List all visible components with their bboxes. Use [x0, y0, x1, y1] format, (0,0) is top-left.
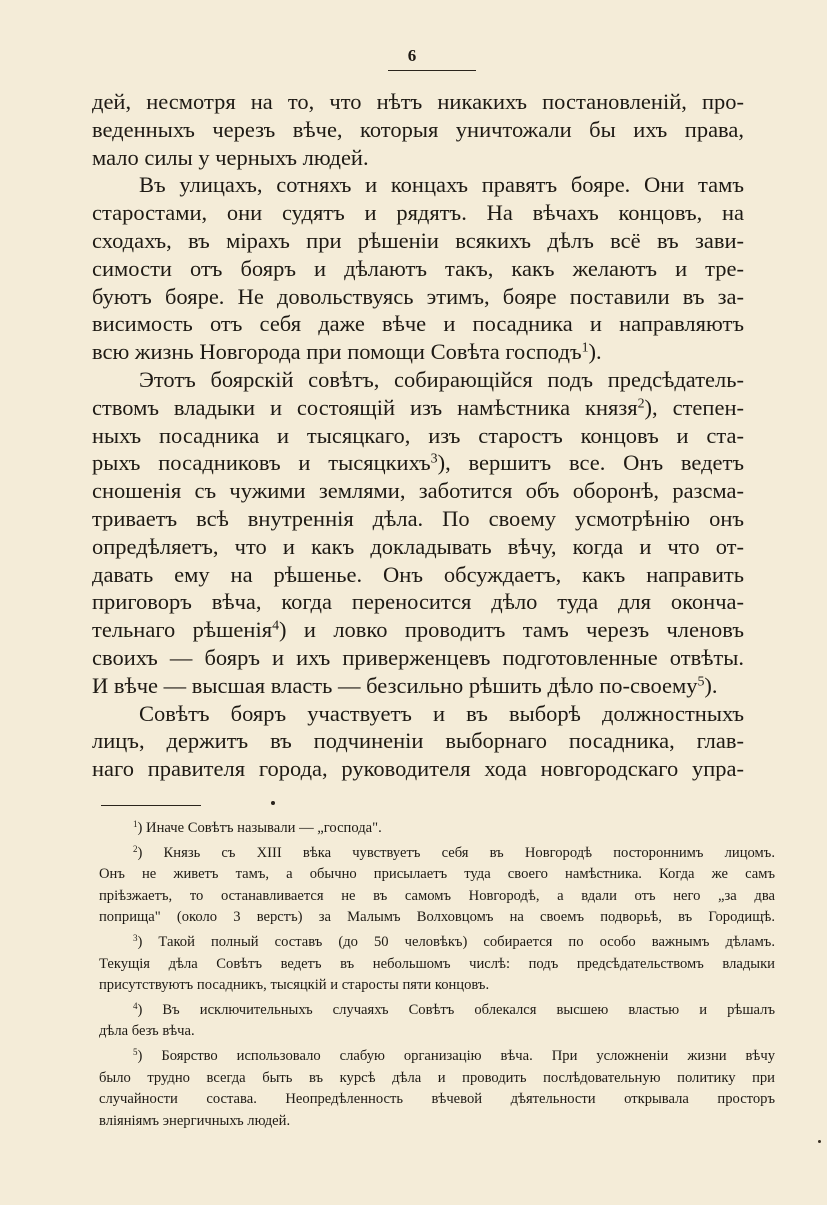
- footnote-rule: [101, 805, 201, 806]
- text-line: наго правителя города, руководителя хода новгородскаго упра-: [92, 756, 744, 782]
- text-segment: И вѣче — высшая власть — безсильно рѣшить дѣло по-своему: [92, 672, 698, 698]
- text-line: ныхъ посадника и тысяцкаго, изъ старостъ концовъ и ста-: [92, 422, 744, 448]
- footnote-number: 5: [133, 1046, 138, 1057]
- text-segment: ствомъ владыки и состоящій изъ намѣстника князя: [92, 394, 638, 420]
- text-line: дей, несмотря на то, что нѣтъ никакихъ постановленій, про-: [92, 89, 744, 114]
- footnote-text: ) Князь съ XIII вѣка чувствуетъ себя въ Новгородѣ постороннимъ лицомъ.: [137, 844, 775, 861]
- text-line: старостами, они судятъ и рядятъ. На вѣчахъ концовъ, на: [92, 200, 744, 226]
- footnote-text: ) Въ исключительныхъ случаяхъ Совѣтъ облекался высшею властью и рѣшалъ: [137, 1001, 775, 1018]
- text-line: лицъ, держитъ въ подчиненіи выборнаго посадника, глав-: [92, 728, 744, 754]
- text-line: висимость отъ себя даже вѣче и посадника и направляютъ: [92, 311, 744, 337]
- footnotes: [99, 818, 775, 1132]
- text-line: Въ улицахъ, сотняхъ и концахъ правятъ бояре. Они тамъ: [139, 172, 744, 198]
- footnote-line: [99, 818, 775, 840]
- footnote-line: [99, 843, 775, 865]
- footnote-text: ) Такой полный составъ (до 50 человѣкъ) собирается по особо важнымъ дѣламъ.: [137, 933, 775, 950]
- footnote-ref: 5: [697, 674, 705, 690]
- footnote-line: вліяніямъ энергичныхъ людей.: [99, 1112, 291, 1129]
- text-segment: рыхъ посадниковъ и тысяцкихъ: [92, 450, 431, 476]
- text-line: буютъ бояре. Не довольствуясь этимъ, бояре поставили въ за-: [92, 283, 744, 309]
- footnote-ref: 3: [430, 451, 438, 467]
- footnote-line: дѣла безъ вѣча.: [99, 1023, 195, 1040]
- text-line: симости отъ бояръ и дѣлаютъ такъ, какъ желаютъ и тре-: [92, 255, 744, 281]
- footnote-number: 2: [133, 843, 138, 854]
- text-segment: ) и ловко проводитъ тамъ черезъ членовъ: [279, 617, 744, 643]
- footnote-line: Онъ не живетъ тамъ, а обычно присылаетъ туда своего намѣстника. Когда же самъ: [99, 866, 775, 883]
- text-line: Совѣтъ бояръ участвуетъ и въ выборѣ должностныхъ: [139, 700, 744, 726]
- footnote-line: присутствуютъ посадникъ, тысяцкій и старосты пяти концовъ.: [99, 977, 490, 994]
- text-line: [92, 449, 744, 477]
- footnote-text: ) Боярство использовало слабую организацію вѣча. При усложненіи жизни вѣчу: [137, 1047, 775, 1064]
- footnote-number: 4: [133, 1000, 138, 1011]
- text-line: [92, 616, 744, 644]
- text-line: сходахъ, въ мірахъ при рѣшеніи всякихъ дѣлъ всё въ зави-: [92, 227, 744, 253]
- text-line: давать ему на рѣшенье. Онъ обсуждаетъ, какъ направить: [92, 561, 744, 587]
- footnote-line: Текущія дѣла Совѣтъ ведетъ въ небольшомъ числѣ: подъ предсѣдательствомъ владыки: [99, 955, 775, 972]
- text-segment: всю жизнь Новгорода при помощи Совѣта господъ: [92, 339, 582, 365]
- footnote-line: [99, 932, 775, 954]
- text-line: приговоръ вѣча, когда переносится дѣло туда для оконча-: [92, 589, 744, 615]
- footnote-line: пріѣзжаетъ, то останавливается не въ самомъ Новгородѣ, а вдали отъ него „за два: [99, 887, 775, 904]
- footnote-number: 3: [133, 933, 138, 943]
- footnote-number: 1: [133, 819, 138, 830]
- footnote-ref: 4: [272, 618, 280, 634]
- footnote-text: ) Иначе Совѣтъ называли — „господа".: [137, 820, 382, 836]
- text-line: [92, 672, 744, 700]
- footnote-line: было трудно всегда быть въ курсѣ дѣла и проводить послѣдовательную политику при: [99, 1069, 775, 1086]
- footnote-line: случайности состава. Неопредѣленность вѣчевой дѣятельности открывала просторъ: [99, 1091, 775, 1108]
- text-line: сношенія съ чужими землями, заботится объ оборонѣ, разсма-: [92, 478, 744, 504]
- text-line: [92, 394, 744, 422]
- footnote-line: поприща" (около 3 верстъ) за Малымъ Волховцомъ на своемъ подворьѣ, въ Городищѣ.: [99, 909, 775, 926]
- text-line: мало силы у черныхъ людей.: [92, 144, 369, 170]
- page-number: 6: [407, 46, 417, 65]
- text-segment: ), вершитъ все. Онъ ведетъ: [437, 450, 744, 476]
- footnote-ref: 1: [581, 340, 589, 356]
- footnote-ref: 2: [637, 396, 645, 412]
- main-text: [92, 88, 744, 783]
- footnote-line: [99, 1046, 775, 1068]
- header-rule: [388, 70, 476, 71]
- text-line: опредѣляетъ, что и какъ докладывать вѣчу, когда и что от-: [92, 533, 744, 559]
- text-line: триваетъ всѣ внутреннія дѣла. По своему усмотрѣнію онъ: [92, 505, 744, 531]
- text-line: своихъ — бояръ и ихъ приверженцевъ подготовленные отвѣты.: [92, 644, 744, 670]
- text-line: [92, 338, 744, 366]
- text-segment: ).: [704, 672, 718, 698]
- paper-speck: [818, 1140, 821, 1143]
- text-segment: тельнаго рѣшенія: [92, 617, 273, 643]
- footnote-dot: [271, 801, 275, 805]
- text-line: веденныхъ черезъ вѣче, которыя уничтожали бы ихъ права,: [92, 116, 744, 142]
- text-line: Этотъ боярскій совѣтъ, собирающійся подъ предсѣдатель-: [139, 366, 744, 392]
- text-segment: ), степен-: [644, 394, 744, 420]
- text-segment: ).: [588, 339, 602, 365]
- footnote-line: [99, 1000, 775, 1022]
